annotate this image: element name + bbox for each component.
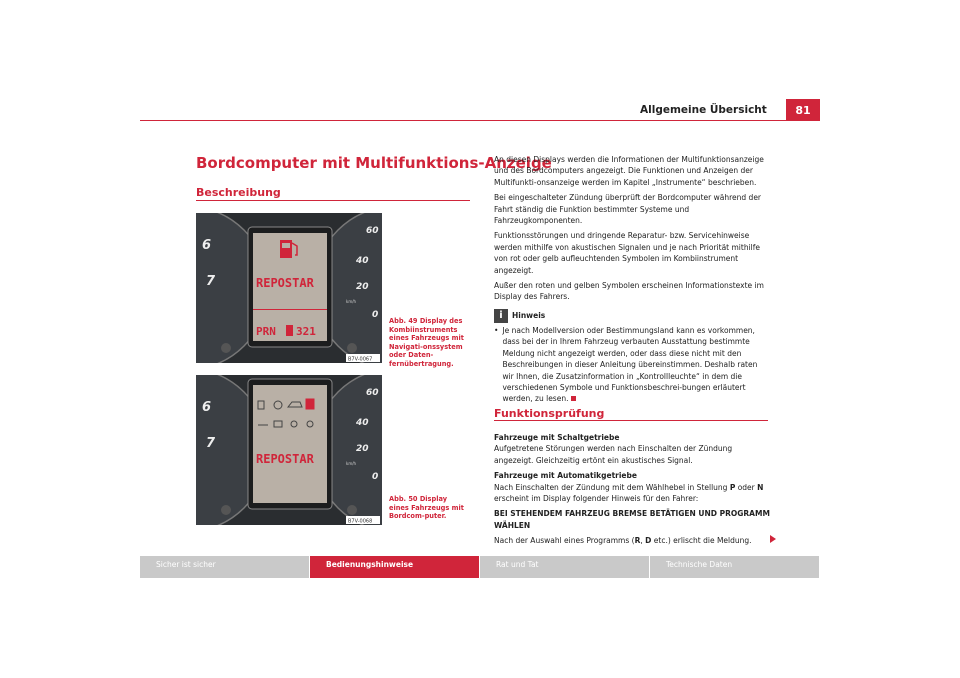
figure-code: B7V-0068 [348, 518, 373, 525]
subheading-manual: Fahrzeuge mit Schaltgetriebe [494, 433, 620, 442]
header-rule [140, 120, 820, 121]
footer-tab-rat-und-tat[interactable]: Rat und Tat [480, 556, 649, 578]
tach-label-6: 6 [202, 238, 212, 253]
text-span: Nach der Auswahl eines Programms ( [494, 536, 635, 546]
paragraph: Bei eingeschalteter Zündung überprüft der Bordcomputer während der Fahrt ständig die Funktion bestimmter Systeme und Fahrzeugkomponenten. [494, 193, 762, 226]
footer-tab-sicher[interactable]: Sicher ist sicher [140, 556, 309, 578]
paragraph: Außer den roten und gelben Symbolen erscheinen Informationstexte im Display des Fahrers. [494, 281, 764, 302]
bullet-icon: • [494, 325, 499, 335]
footer-nav [140, 556, 820, 578]
text-span: oder [735, 482, 758, 492]
paragraph [494, 482, 770, 505]
speed-label-40: 40 [356, 418, 369, 428]
figure-code: B7V-0067 [348, 356, 373, 363]
subheading-automatic: Fahrzeuge mit Automatikgetriebe [494, 471, 637, 481]
figure-caption-50: Abb. 50 Display eines Fahrzeugs mit Bordcom-puter. [389, 495, 464, 520]
gear-r: R [634, 536, 641, 546]
figure-instrument-display-bordcomputer [196, 375, 382, 525]
function-check-text [494, 432, 770, 551]
paragraph: An diesen Displays werden die Informationen der Multifunktionsanzeige und des Bordcomputers angezeigt. Die Funktionen und Anzeigen der Multifunkti-onsanzeige werden im Kapitel „Instrumente“ beschrieben. [494, 155, 764, 187]
footer-tab-technische-daten[interactable]: Technische Daten [650, 556, 819, 578]
speed-label-40: 40 [356, 256, 369, 266]
right-column-text [494, 154, 770, 405]
paragraph: Aufgetretene Störungen werden nach Einschalten der Zündung angezeigt. Gleichzeitig ertönt ein akustisches Signal. [494, 444, 733, 465]
figure-caption-49: Abb. 49 Display des Kombiinstruments eines Fahrzeugs mit Navigati-onssystem oder Daten-fernübertragung. [389, 317, 464, 368]
tach-label-7: 7 [206, 274, 216, 289]
paragraph: Funktionsstörungen und dringende Reparatur- bzw. Servicehinweise werden mithilfe von akustischen Signalen und je nach Priorität mithilfe von rot oder gelb aufleuchtenden Symbolen im Kombiinstrument angezeigt. [494, 231, 761, 275]
section-title-funktionspruefung: Funktionsprüfung [494, 407, 605, 420]
note-heading [494, 309, 770, 323]
section-rule [196, 200, 470, 201]
warning-message: BEI STEHENDEM FAHRZEUG BREMSE BETÄTIGEN UND PROGRAMM WÄHLEN [494, 509, 770, 530]
speed-label-0: 0 [372, 310, 379, 320]
gear-d: D [645, 536, 652, 546]
section-title-beschreibung: Beschreibung [196, 186, 281, 199]
text-span: , [640, 536, 646, 546]
speed-unit: km/h [346, 299, 357, 304]
gear-n: N [757, 482, 764, 492]
speed-label-60: 60 [366, 388, 379, 398]
speed-label-20: 20 [356, 444, 369, 454]
tach-label-7: 7 [206, 436, 216, 451]
footer-tab-bedienungshinweise[interactable]: Bedienungshinweise [310, 556, 479, 578]
display-message: REPOSTAR [256, 452, 314, 466]
speed-label-60: 60 [366, 226, 379, 236]
speed-unit: km/h [346, 461, 357, 466]
figure-instrument-display-nav [196, 213, 382, 363]
speed-label-0: 0 [372, 472, 379, 482]
text-span: etc.) erlischt die Meldung. [651, 536, 752, 546]
gear-indicator: PRN [256, 325, 276, 338]
running-header-title: Allgemeine Übersicht [640, 104, 767, 116]
section-rule [494, 420, 768, 421]
note-title: Hinweis [512, 311, 546, 321]
gear-p: P [729, 482, 736, 492]
text-span: Nach Einschalten der Zündung mit dem Wählhebel in Stellung [494, 482, 730, 492]
text-span: erscheint im Display folgender Hinweis für den Fahrer: [494, 494, 699, 504]
speed-label-20: 20 [356, 282, 369, 292]
info-icon: i [494, 309, 508, 323]
main-title: Bordcomputer mit Multifunktions-Anzeige [196, 154, 552, 172]
odometer-digits: 321 [296, 325, 316, 338]
note-text: Je nach Modellversion oder Bestimmungsland kann es vorkommen, dass bei der in Ihrem Fahrzeug verbauten Ausstattung bestimmte Meldung nicht angezeigt werden, oder dass diese nicht mit den Beschreibungen in dieser Anleitung übereinstimmen. Deshalb raten wir Ihnen, die Zusatzinformation in „Kontrollleuchte“ in dem die verschiedenen Symbole und Funktionsbeschrei-bungen erläutert werden, zu lesen. [502, 325, 758, 404]
continue-arrow-icon [770, 535, 776, 543]
page-number: 81 [786, 99, 820, 121]
end-of-section-icon [571, 396, 576, 401]
tach-label-6: 6 [202, 400, 212, 415]
display-message: REPOSTAR [256, 276, 314, 290]
note-bullet [494, 325, 770, 405]
paragraph [494, 535, 770, 546]
